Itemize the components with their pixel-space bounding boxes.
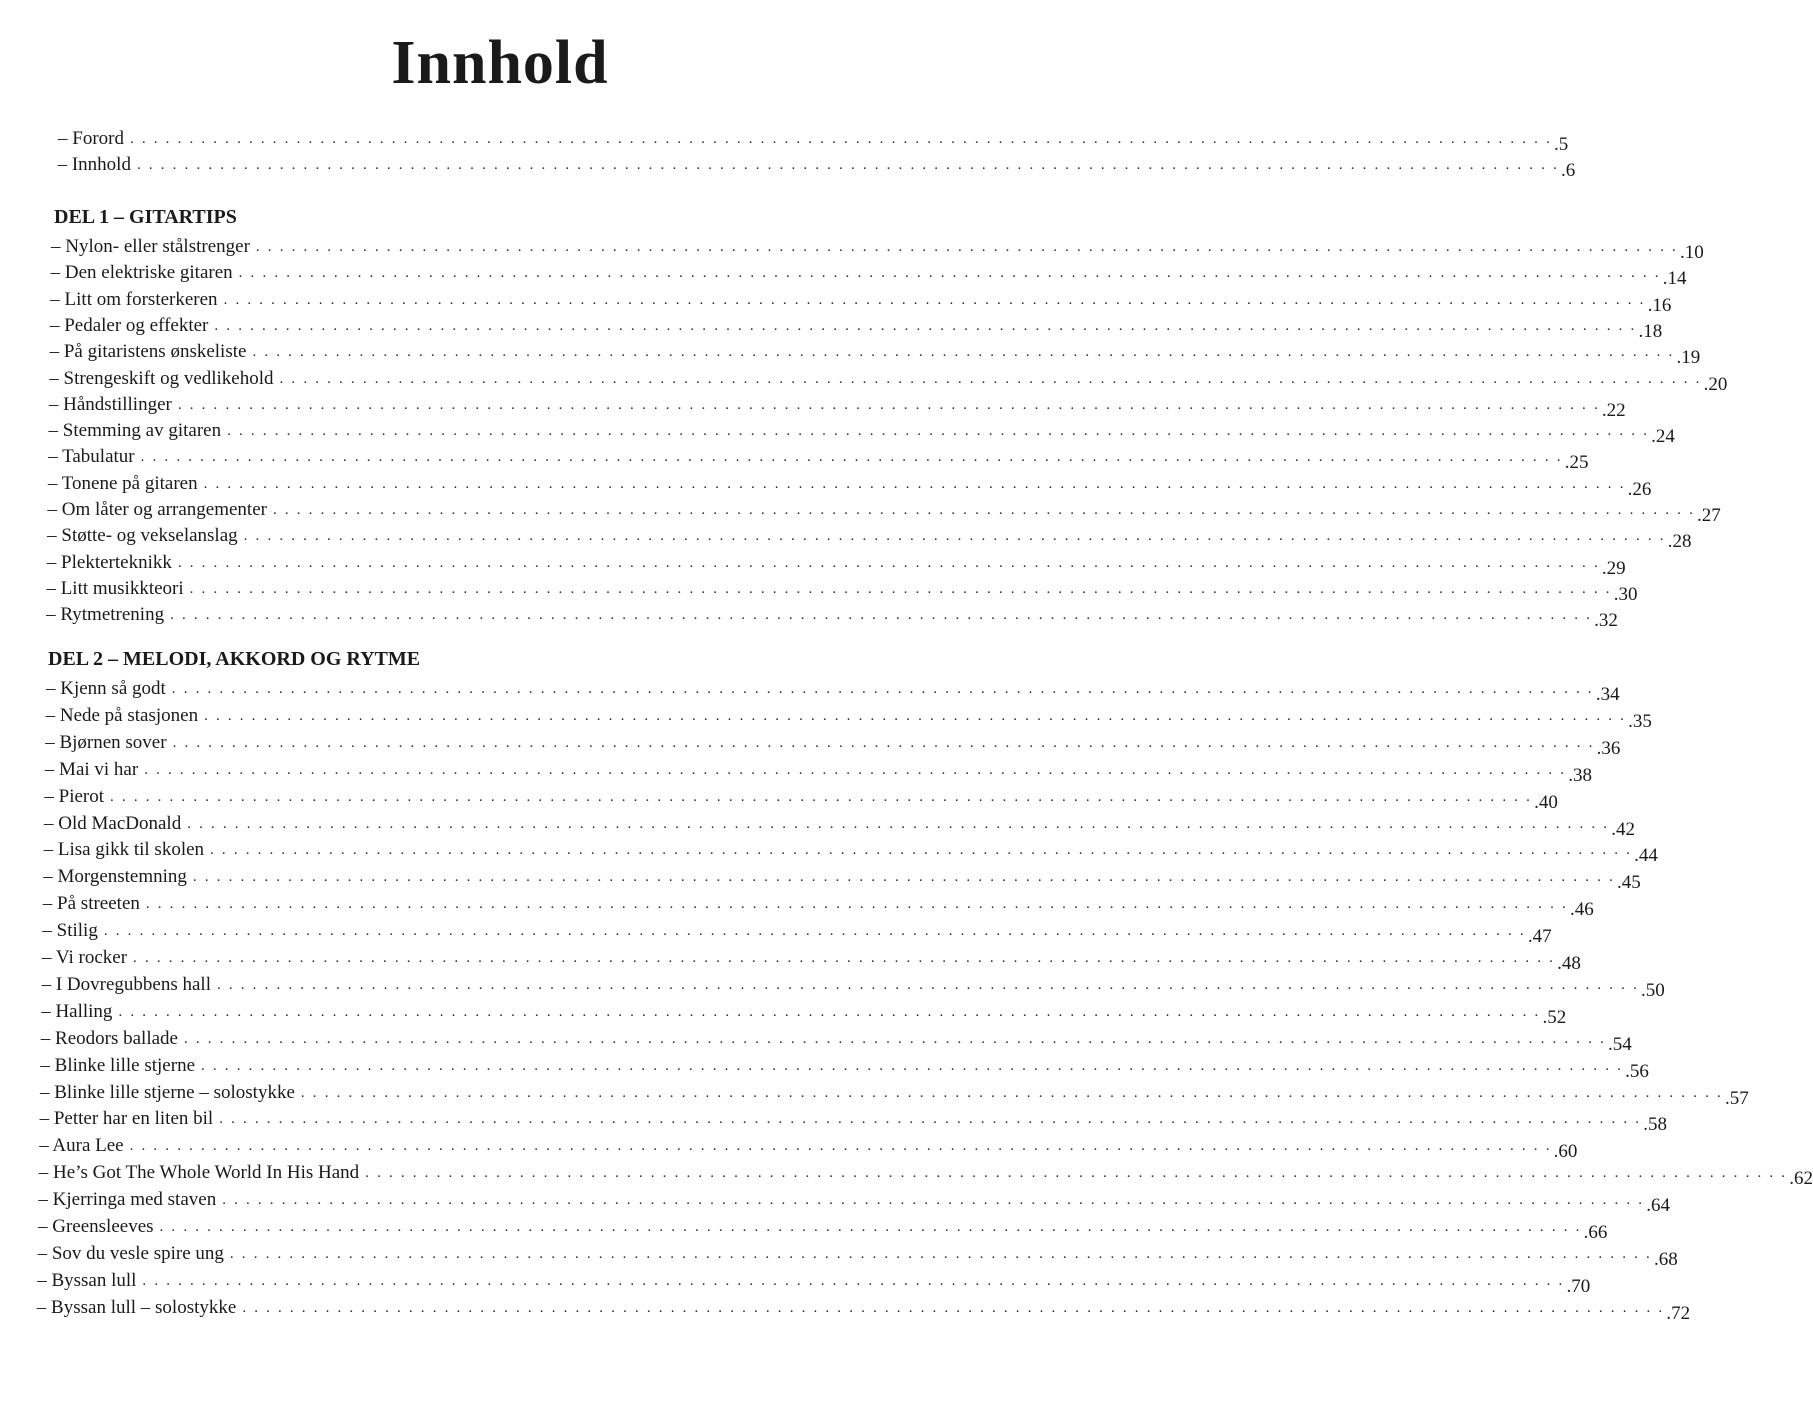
- dot-leader: . . . . . . . . . . . . . . . . . . . . . . . . . . . . . . . . . . . . . . . . . . . . . . . . . . . . . . . . . . . . . . . . . . . . . . . . . . . . . . . . . . . . . . . . . . . . . . . . . . . . . . . . . . . . . . . . . . . . . . . .: [192, 869, 1615, 886]
- toc-entry: [49, 364, 1728, 395]
- page-number: .70: [1566, 1275, 1591, 1297]
- dot-leader: . . . . . . . . . . . . . . . . . . . . . . . . . . . . . . . . . . . . . . . . . . . . . . . . . . . . . . . . . . . . . . . . . . . . . . . . . . . . . . . . . . . . . . . . . . . . . . . . . . . . . . . . . . . . . . . . . . . . . . . .: [144, 761, 1567, 778]
- entry-title: – Reodors ballade: [40, 1027, 178, 1049]
- dot-leader: . . . . . . . . . . . . . . . . . . . . . . . . . . . . . . . . . . . . . . . . . . . . . . . . . . . . . . . . . . . . . . . . . . . . . . . . . . . . . . . . . . . . . . . . . . . . . . . . . . . . . . . . . . . . . . . . . . . . . . . .: [142, 1272, 1565, 1289]
- entry-title: – Stemming av gitaren: [48, 420, 222, 442]
- dot-leader: . . . . . . . . . . . . . . . . . . . . . . . . . . . . . . . . . . . . . . . . . . . . . . . . . . . . . . . . . . . . . . . . . . . . . . . . . . . . . . . . . . . . . . . . . . . . . . . . . . . . . . . . . . . . . . . . . . . . . . . .: [203, 475, 1626, 492]
- entry-title: – Bjørnen sover: [45, 731, 167, 753]
- page-number: .38: [1568, 764, 1593, 786]
- dot-leader: . . . . . . . . . . . . . . . . . . . . . . . . . . . . . . . . . . . . . . . . . . . . . . . . . . . . . . . . . . . . . . . . . . . . . . . . . . . . . . . . . . . . . . . . . . . . . . . . . . . . . . . . . . . . . . . . . . . . . . . .: [300, 1084, 1723, 1101]
- entry-title: – Om låter og arrangementer: [47, 499, 267, 520]
- dot-leader: . . . . . . . . . . . . . . . . . . . . . . . . . . . . . . . . . . . . . . . . . . . . . . . . . . . . . . . . . . . . . . . . . . . . . . . . . . . . . . . . . . . . . . . . . . . . . . . . . . . . . . . . . . . . . . . . . . . . . . . .: [172, 734, 1595, 751]
- page-number: .28: [1667, 531, 1692, 553]
- page-number: .26: [1627, 478, 1652, 500]
- dot-leader: . . . . . . . . . . . . . . . . . . . . . . . . . . . . . . . . . . . . . . . . . . . . . . . . . . . . . . . . . . . . . . . . . . . . . . . . . . . . . . . . . . . . . . . . . . . . . . . . . . . . . . . . . . . . . . . . . . . . . . . .: [110, 788, 1533, 805]
- entry-title: – Old MacDonald: [44, 812, 182, 834]
- entry-title: – Pierot: [44, 785, 105, 807]
- page-number: .32: [1594, 610, 1618, 632]
- toc-entry: [58, 124, 1569, 155]
- dot-leader: . . . . . . . . . . . . . . . . . . . . . . . . . . . . . . . . . . . . . . . . . . . . . . . . . . . . . . . . . . . . . . . . . . . . . . . . . . . . . . . . . . . . . . . . . . . . . . . . . . . . . . . . . . . . . . . . . . . . . . . .: [252, 344, 1675, 361]
- page-number: .6: [1561, 160, 1576, 181]
- toc-entry: [38, 1185, 1671, 1217]
- entry-title: – Kjenn så godt: [46, 678, 166, 699]
- dot-leader: . . . . . . . . . . . . . . . . . . . . . . . . . . . . . . . . . . . . . . . . . . . . . . . . . . . . . . . . . . . . . . . . . . . . . . . . . . . . . . . . . . . . . . . . . . . . . . . . . . . . . . . . . . . . . . . . . . . . . . . .: [223, 291, 1646, 308]
- toc-entry: [43, 862, 1641, 894]
- page-number: .42: [1611, 818, 1636, 840]
- dot-leader: . . . . . . . . . . . . . . . . . . . . . . . . . . . . . . . . . . . . . . . . . . . . . . . . . . . . . . . . . . . . . . . . . . . . . . . . . . . . . . . . . . . . . . . . . . . . . . . . . . . . . . . . . . . . . . . . . . . . . . . .: [140, 449, 1563, 466]
- page-number: .22: [1601, 399, 1626, 421]
- page-number: .56: [1625, 1060, 1649, 1082]
- dot-leader: . . . . . . . . . . . . . . . . . . . . . . . . . . . . . . . . . . . . . . . . . . . . . . . . . . . . . . . . . . . . . . . . . . . . . . . . . . . . . . . . . . . . . . . . . . . . . . . . . . . . . . . . . . . . . . . . . . . . . . . .: [171, 681, 1594, 697]
- entry-title: – Halling: [41, 1000, 113, 1022]
- page-number: .40: [1534, 791, 1558, 813]
- toc-entry: [42, 943, 1581, 974]
- dot-leader: . . . . . . . . . . . . . . . . . . . . . . . . . . . . . . . . . . . . . . . . . . . . . . . . . . . . . . . . . . . . . . . . . . . . . . . . . . . . . . . . . . . . . . . . . . . . . . . . . . . . . . . . . . . . . . . . . . . . . . . .: [183, 1030, 1607, 1047]
- page-number: .66: [1583, 1222, 1608, 1243]
- page-number: .45: [1616, 872, 1641, 894]
- page-number: .57: [1724, 1087, 1749, 1109]
- toc-entry: [38, 1212, 1608, 1243]
- page-number: .27: [1697, 505, 1721, 526]
- page-number: .68: [1653, 1248, 1678, 1270]
- entry-title: – Nede på stasjonen: [45, 704, 199, 726]
- toc-entry: [37, 1266, 1591, 1297]
- page-number: .60: [1553, 1141, 1578, 1163]
- dot-leader: . . . . . . . . . . . . . . . . . . . . . . . . . . . . . . . . . . . . . . . . . . . . . . . . . . . . . . . . . . . . . . . . . . . . . . . . . . . . . . . . . . . . . . . . . . . . . . . . . . . . . . . . . . . . . . . . . . . . . . . .: [129, 1138, 1552, 1155]
- toc-entry: [47, 469, 1652, 500]
- dot-leader: . . . . . . . . . . . . . . . . . . . . . . . . . . . . . . . . . . . . . . . . . . . . . . . . . . . . . . . . . . . . . . . . . . . . . . . . . . . . . . . . . . . . . . . . . . . . . . . . . . . . . . . . . . . . . . . . . . . . . . . .: [210, 842, 1633, 859]
- entry-title: – Sov du vesle spire ung: [37, 1242, 224, 1264]
- page-number: .19: [1676, 347, 1701, 369]
- entry-title: – I Dovregubbens hall: [41, 973, 211, 995]
- dot-leader: . . . . . . . . . . . . . . . . . . . . . . . . . . . . . . . . . . . . . . . . . . . . . . . . . . . . . . . . . . . . . . . . . . . . . . . . . . . . . . . . . . . . . . . . . . . . . . . . . . . . . . . . . . . . . . . . . . . . . . . .: [255, 239, 1678, 255]
- entry-title: – Håndstillinger: [48, 393, 172, 415]
- entry-title: – Lisa gikk til skolen: [43, 839, 205, 861]
- dot-leader: . . . . . . . . . . . . . . . . . . . . . . . . . . . . . . . . . . . . . . . . . . . . . . . . . . . . . . . . . . . . . . . . . . . . . . . . . . . . . . . . . . . . . . . . . . . . . . . . . . . . . . . . . . . . . . . . . . . . . . . .: [229, 1245, 1652, 1262]
- entry-title: – Tabulatur: [48, 446, 135, 468]
- section-heading: DEL 1 – GITARTIPS: [54, 206, 237, 228]
- dot-leader: . . . . . . . . . . . . . . . . . . . . . . . . . . . . . . . . . . . . . . . . . . . . . . . . . . . . . . . . . . . . . . . . . . . . . . . . . . . . . . . . . . . . . . . . . . . . . . . . . . . . . . . . . . . . . . . . . . . . . . . .: [189, 580, 1612, 597]
- page-number: .48: [1557, 953, 1581, 974]
- dot-leader: . . . . . . . . . . . . . . . . . . . . . . . . . . . . . . . . . . . . . . . . . . . . . . . . . . . . . . . . . . . . . . . . . . . . . . . . . . . . . . . . . . . . . . . . . . . . . . . . . . . . . . . . . . . . . . . . . . . . . . . .: [177, 554, 1600, 571]
- page-number: .58: [1643, 1114, 1667, 1136]
- page-number: .36: [1596, 737, 1621, 759]
- toc-entry: [49, 337, 1701, 369]
- dot-leader: . . . . . . . . . . . . . . . . . . . . . . . . . . . . . . . . . . . . . . . . . . . . . . . . . . . . . . . . . . . . . . . . . . . . . . . . . . . . . . . . . . . . . . . . . . . . . . . . . . . . . . . . . . . . . . . . . . . . . . . .: [187, 815, 1610, 832]
- toc-entry: [37, 1239, 1678, 1270]
- page-number: .47: [1527, 926, 1552, 948]
- dot-leader: . . . . . . . . . . . . . . . . . . . . . . . . . . . . . . . . . . . . . . . . . . . . . . . . . . . . . . . . . . . . . . . . . . . . . . . . . . . . . . . . . . . . . . . . . . . . . . . . . . . . . . . . . . . . . . . . . . . . . . . .: [238, 265, 1661, 282]
- entry-title: – Petter har en liten bil: [39, 1108, 214, 1130]
- toc-entry: [42, 916, 1552, 948]
- toc-entry: [42, 889, 1594, 921]
- toc-entry: [44, 755, 1593, 786]
- entry-title: – Plekterteknikk: [46, 551, 172, 573]
- dot-leader: . . . . . . . . . . . . . . . . . . . . . . . . . . . . . . . . . . . . . . . . . . . . . . . . . . . . . . . . . . . . . . . . . . . . . . . . . . . . . . . . . . . . . . . . . . . . . . . . . . . . . . . . . . . . . . . . . . . . . . . .: [177, 396, 1600, 413]
- toc-entry: [46, 600, 1618, 632]
- toc-entry: [50, 285, 1672, 316]
- dot-leader: . . . . . . . . . . . . . . . . . . . . . . . . . . . . . . . . . . . . . . . . . . . . . . . . . . . . . . . . . . . . . . . . . . . . . . . . . . . . . . . . . . . . . . . . . . . . . . . . . . . . . . . . . . . . . . . . . . . . . . . .: [216, 976, 1640, 993]
- entry-title: – Strengeskift og vedlikehold: [49, 367, 274, 389]
- entry-title: – Aura Lee: [39, 1135, 124, 1157]
- page-number: .14: [1662, 268, 1687, 290]
- dot-leader: . . . . . . . . . . . . . . . . . . . . . . . . . . . . . . . . . . . . . . . . . . . . . . . . . . . . . . . . . . . . . . . . . . . . . . . . . . . . . . . . . . . . . . . . . . . . . . . . . . . . . . . . . . . . . . . . . . . . . . . .: [204, 707, 1627, 724]
- entry-title: – Forord: [58, 128, 124, 149]
- toc-entry: [38, 1158, 1813, 1190]
- page-number: .62: [1789, 1168, 1813, 1190]
- page-number: .50: [1641, 979, 1665, 1001]
- entry-title: – Blinke lille stjerne – solostykke: [40, 1081, 295, 1103]
- toc-entry: [48, 442, 1589, 474]
- page-number: .16: [1647, 294, 1672, 316]
- toc-entry: [47, 521, 1692, 553]
- dot-leader: . . . . . . . . . . . . . . . . . . . . . . . . . . . . . . . . . . . . . . . . . . . . . . . . . . . . . . . . . . . . . . . . . . . . . . . . . . . . . . . . . . . . . . . . . . . . . . . . . . . . . . . . . . . . . . . . . . . . . . . .: [272, 502, 1696, 518]
- entry-title: – Stilig: [42, 920, 98, 942]
- entry-title: – Kjerringa med staven: [38, 1189, 217, 1211]
- entry-title: – Innhold: [57, 154, 131, 175]
- toc-entry: [40, 1051, 1649, 1082]
- entry-title: – Den elektriske gitaren: [50, 262, 233, 284]
- dot-leader: . . . . . . . . . . . . . . . . . . . . . . . . . . . . . . . . . . . . . . . . . . . . . . . . . . . . . . . . . . . . . . . . . . . . . . . . . . . . . . . . . . . . . . . . . . . . . . . . . . . . . . . . . . . . . . . . . . . . . . . .: [103, 923, 1526, 940]
- entry-title: – Greensleeves: [38, 1216, 154, 1237]
- page-number: .24: [1651, 426, 1675, 448]
- page-number: .64: [1646, 1195, 1671, 1217]
- toc-entry: [48, 390, 1626, 421]
- toc-entry: [41, 997, 1567, 1028]
- toc-entry: [40, 1078, 1749, 1109]
- entry-title: – Byssan lull – solostykke: [36, 1296, 237, 1318]
- toc-entry: [39, 1131, 1578, 1163]
- entry-title: – Litt om forsterkeren: [50, 288, 218, 310]
- page-number: .5: [1554, 134, 1569, 155]
- toc-entry: [46, 548, 1626, 579]
- entry-title: – Tonene på gitaren: [47, 472, 198, 494]
- entry-title: – Rytmetrening: [46, 604, 165, 626]
- toc-entry: [39, 1104, 1667, 1136]
- page-number: .44: [1634, 845, 1658, 867]
- dot-leader: . . . . . . . . . . . . . . . . . . . . . . . . . . . . . . . . . . . . . . . . . . . . . . . . . . . . . . . . . . . . . . . . . . . . . . . . . . . . . . . . . . . . . . . . . . . . . . . . . . . . . . . . . . . . . . . . . . . . . . . .: [219, 1111, 1642, 1128]
- dot-leader: . . . . . . . . . . . . . . . . . . . . . . . . . . . . . . . . . . . . . . . . . . . . . . . . . . . . . . . . . . . . . . . . . . . . . . . . . . . . . . . . . . . . . . . . . . . . . . . . . . . . . . . . . . . . . . . . . . . . . . . .: [201, 1057, 1624, 1074]
- entry-title: – På gitaristens ønskeliste: [49, 341, 247, 363]
- page-number: .72: [1666, 1302, 1691, 1324]
- page-number: .52: [1542, 1006, 1567, 1028]
- section-heading: DEL 2 – MELODI, AKKORD OG RYTME: [48, 648, 421, 670]
- entry-title: – Litt musikkteori: [46, 577, 184, 599]
- toc-entry: [51, 232, 1704, 263]
- dot-leader: . . . . . . . . . . . . . . . . . . . . . . . . . . . . . . . . . . . . . . . . . . . . . . . . . . . . . . . . . . . . . . . . . . . . . . . . . . . . . . . . . . . . . . . . . . . . . . . . . . . . . . . . . . . . . . . . . . . . . . . .: [136, 157, 1560, 173]
- toc-entry: [49, 311, 1663, 342]
- page-number: .18: [1638, 320, 1663, 342]
- entry-title: – Morgenstemning: [43, 866, 187, 888]
- entry-title: – Blinke lille stjerne: [40, 1054, 195, 1076]
- entry-title: – Vi rocker: [42, 947, 128, 968]
- toc-entry: [41, 970, 1665, 1001]
- dot-leader: . . . . . . . . . . . . . . . . . . . . . . . . . . . . . . . . . . . . . . . . . . . . . . . . . . . . . . . . . . . . . . . . . . . . . . . . . . . . . . . . . . . . . . . . . . . . . . . . . . . . . . . . . . . . . . . . . . . . . . . .: [242, 1299, 1665, 1316]
- page-number: .30: [1613, 583, 1638, 605]
- dot-leader: . . . . . . . . . . . . . . . . . . . . . . . . . . . . . . . . . . . . . . . . . . . . . . . . . . . . . . . . . . . . . . . . . . . . . . . . . . . . . . . . . . . . . . . . . . . . . . . . . . . . . . . . . . . . . . . . . . . . . . . .: [227, 423, 1650, 440]
- entry-title: – På streeten: [42, 893, 140, 915]
- dot-leader: . . . . . . . . . . . . . . . . . . . . . . . . . . . . . . . . . . . . . . . . . . . . . . . . . . . . . . . . . . . . . . . . . . . . . . . . . . . . . . . . . . . . . . . . . . . . . . . . . . . . . . . . . . . . . . . . . . . . . . . .: [279, 370, 1702, 387]
- entry-title: – Byssan lull: [37, 1269, 137, 1291]
- toc-entry: [40, 1024, 1632, 1055]
- dot-leader: . . . . . . . . . . . . . . . . . . . . . . . . . . . . . . . . . . . . . . . . . . . . . . . . . . . . . . . . . . . . . . . . . . . . . . . . . . . . . . . . . . . . . . . . . . . . . . . . . . . . . . . . . . . . . . . . . . . . . . . .: [243, 528, 1666, 545]
- page-title: Innhold: [391, 29, 609, 97]
- entry-title: – Støtte- og vekselanslag: [47, 525, 238, 547]
- dot-leader: . . . . . . . . . . . . . . . . . . . . . . . . . . . . . . . . . . . . . . . . . . . . . . . . . . . . . . . . . . . . . . . . . . . . . . . . . . . . . . . . . . . . . . . . . . . . . . . . . . . . . . . . . . . . . . . . . . . . . . . .: [129, 131, 1553, 147]
- page-number: .35: [1628, 710, 1652, 732]
- toc-entry: [45, 728, 1621, 759]
- page-number: .25: [1564, 452, 1589, 474]
- entry-title: – Pedaler og effekter: [49, 314, 209, 336]
- dot-leader: . . . . . . . . . . . . . . . . . . . . . . . . . . . . . . . . . . . . . . . . . . . . . . . . . . . . . . . . . . . . . . . . . . . . . . . . . . . . . . . . . . . . . . . . . . . . . . . . . . . . . . . . . . . . . . . . . . . . . . . .: [222, 1192, 1645, 1209]
- dot-leader: . . . . . . . . . . . . . . . . . . . . . . . . . . . . . . . . . . . . . . . . . . . . . . . . . . . . . . . . . . . . . . . . . . . . . . . . . . . . . . . . . . . . . . . . . . . . . . . . . . . . . . . . . . . . . . . . . . . . . . . .: [118, 1003, 1541, 1020]
- entry-title: – Mai vi har: [44, 758, 139, 780]
- toc-entry: [50, 258, 1687, 290]
- dot-leader: . . . . . . . . . . . . . . . . . . . . . . . . . . . . . . . . . . . . . . . . . . . . . . . . . . . . . . . . . . . . . . . . . . . . . . . . . . . . . . . . . . . . . . . . . . . . . . . . . . . . . . . . . . . . . . . . . . . . . . . .: [365, 1165, 1788, 1182]
- dot-leader: . . . . . . . . . . . . . . . . . . . . . . . . . . . . . . . . . . . . . . . . . . . . . . . . . . . . . . . . . . . . . . . . . . . . . . . . . . . . . . . . . . . . . . . . . . . . . . . . . . . . . . . . . . . . . . . . . . . . . . . .: [170, 607, 1593, 624]
- toc-entry: [46, 574, 1638, 605]
- toc-entry: [46, 674, 1620, 705]
- page-number: .10: [1679, 242, 1704, 263]
- toc-entry: [48, 416, 1675, 448]
- dot-leader: . . . . . . . . . . . . . . . . . . . . . . . . . . . . . . . . . . . . . . . . . . . . . . . . . . . . . . . . . . . . . . . . . . . . . . . . . . . . . . . . . . . . . . . . . . . . . . . . . . . . . . . . . . . . . . . . . . . . . . . .: [133, 950, 1556, 966]
- toc-entry: [44, 809, 1636, 840]
- page-number: .46: [1569, 899, 1594, 921]
- page-number: .29: [1601, 557, 1626, 579]
- page-number: .34: [1595, 684, 1620, 705]
- toc-entry: [47, 495, 1721, 526]
- toc-entry: [36, 1293, 1691, 1324]
- entry-title: – He’s Got The Whole World In His Hand: [38, 1162, 360, 1184]
- dot-leader: . . . . . . . . . . . . . . . . . . . . . . . . . . . . . . . . . . . . . . . . . . . . . . . . . . . . . . . . . . . . . . . . . . . . . . . . . . . . . . . . . . . . . . . . . . . . . . . . . . . . . . . . . . . . . . . . . . . . . . . .: [214, 317, 1637, 334]
- entry-title: – Nylon- eller stålstrenger: [51, 236, 250, 257]
- page-number: .20: [1703, 373, 1728, 395]
- dot-leader: . . . . . . . . . . . . . . . . . . . . . . . . . . . . . . . . . . . . . . . . . . . . . . . . . . . . . . . . . . . . . . . . . . . . . . . . . . . . . . . . . . . . . . . . . . . . . . . . . . . . . . . . . . . . . . . . . . . . . . . .: [159, 1219, 1582, 1235]
- dot-leader: . . . . . . . . . . . . . . . . . . . . . . . . . . . . . . . . . . . . . . . . . . . . . . . . . . . . . . . . . . . . . . . . . . . . . . . . . . . . . . . . . . . . . . . . . . . . . . . . . . . . . . . . . . . . . . . . . . . . . . . .: [145, 896, 1568, 913]
- toc-entry: [43, 835, 1658, 867]
- toc-entry: [57, 150, 1576, 181]
- toc-entry: [44, 782, 1558, 813]
- page-number: .54: [1608, 1033, 1632, 1055]
- toc-entry: [45, 701, 1652, 732]
